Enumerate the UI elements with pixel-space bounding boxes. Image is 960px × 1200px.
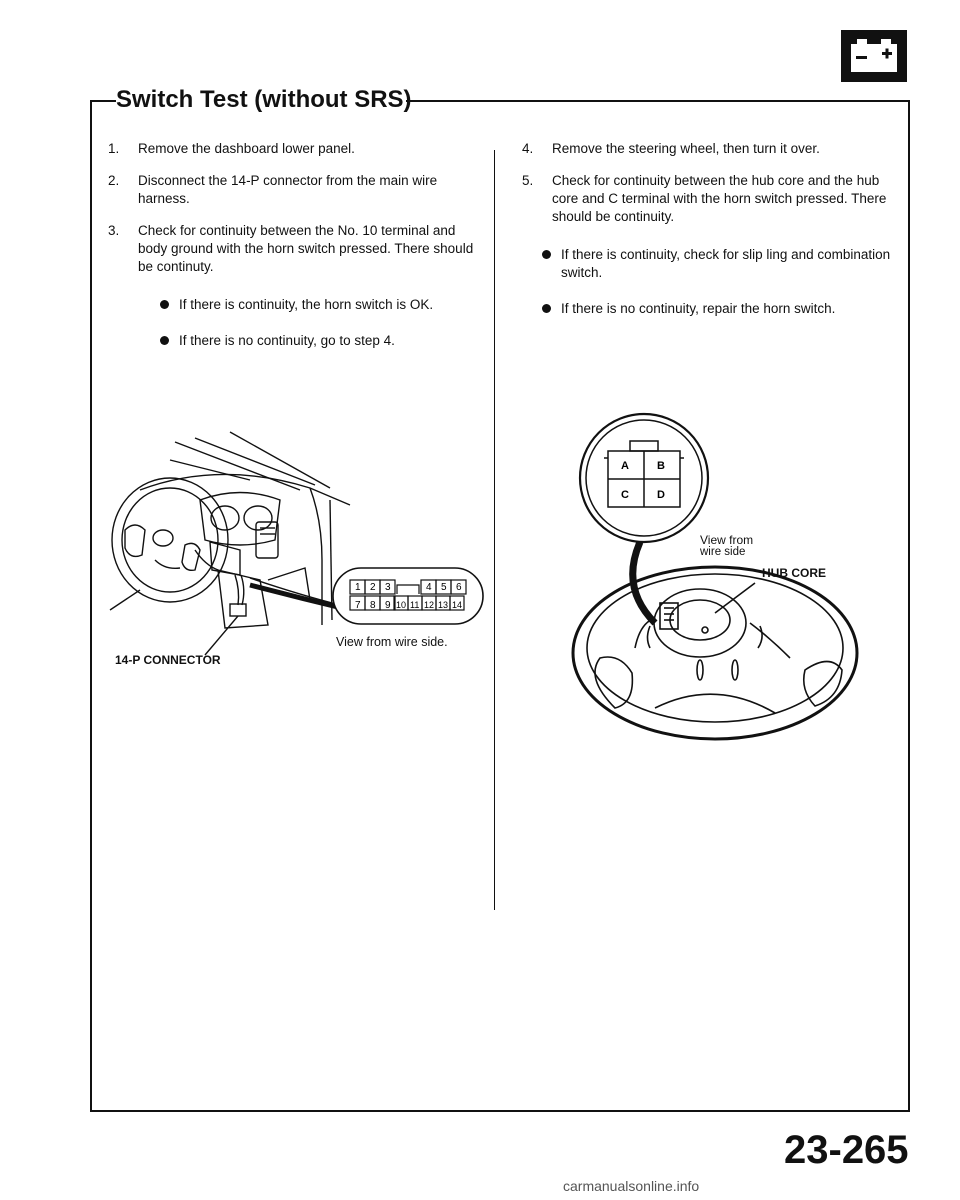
- step-number: 3.: [108, 223, 120, 238]
- left-view-caption: View from wire side.: [336, 635, 448, 649]
- step-item: [108, 222, 478, 276]
- step-number: 2.: [108, 173, 120, 188]
- watermark: carmanualsonline.info: [563, 1178, 700, 1194]
- terminal-label: 8: [370, 600, 376, 611]
- step-item: [522, 140, 894, 158]
- step-item: [522, 172, 894, 226]
- battery-icon: [841, 30, 907, 82]
- step-item: [108, 140, 478, 158]
- bullet-dot-icon: [160, 300, 169, 309]
- bullet-item: [542, 300, 894, 318]
- bullet-dot-icon: [160, 336, 169, 345]
- terminal-label: 4: [426, 582, 432, 593]
- right-view-caption-line1: View from: [700, 533, 754, 547]
- bullet-item: [160, 332, 478, 350]
- bullet-text: If there is no continuity, go to step 4.: [179, 333, 395, 348]
- terminal-label: A: [621, 460, 629, 472]
- bullet-item: [542, 246, 894, 282]
- bullet-text: If there is continuity, the horn switch is OK.: [179, 297, 434, 312]
- dashboard-connector-illustration: [100, 430, 490, 670]
- terminal-label: 6: [456, 582, 462, 593]
- terminal-label: 13: [438, 600, 449, 610]
- bullet-text: If there is continuity, check for slip ling and combination switch.: [561, 247, 891, 280]
- step-number: 4.: [522, 141, 534, 156]
- step-text: Check for continuity between the No. 10 terminal and body ground with the horn switch pressed. There should be continuty.: [138, 223, 474, 274]
- bullet-item: [160, 296, 478, 314]
- bullet-dot-icon: [542, 250, 551, 259]
- step-item: [108, 172, 478, 208]
- left-column: [108, 140, 478, 368]
- terminal-label: 9: [385, 600, 391, 611]
- terminal-label: C: [621, 489, 629, 501]
- steering-wheel-illustration: [560, 408, 880, 748]
- terminal-label: 7: [355, 600, 361, 611]
- bullet-dot-icon: [542, 304, 551, 313]
- step-number: 5.: [522, 173, 534, 188]
- terminal-label: 12: [424, 600, 435, 610]
- step-text: Remove the steering wheel, then turn it over.: [552, 141, 820, 156]
- terminal-label: 3: [385, 582, 391, 593]
- step-text: Remove the dashboard lower panel.: [138, 141, 355, 156]
- bullet-text: If there is no continuity, repair the horn switch.: [561, 301, 836, 316]
- terminal-label: 14: [452, 600, 463, 610]
- terminal-label: 1: [355, 582, 361, 593]
- right-column: [522, 140, 894, 336]
- right-view-caption-line2: wire side: [700, 546, 746, 558]
- terminal-label: 11: [410, 600, 420, 610]
- column-divider: [494, 150, 495, 910]
- step-text: Check for continuity between the hub core and the hub core and C terminal with the horn switch pressed. There should be continuity.: [552, 173, 887, 224]
- terminal-label: 5: [441, 582, 447, 593]
- connector-label: 14-P CONNECTOR: [115, 653, 221, 667]
- step-number: 1.: [108, 141, 120, 156]
- hub-core-label: HUB CORE: [762, 566, 827, 580]
- terminal-label: B: [657, 460, 665, 472]
- terminal-label: D: [657, 489, 665, 501]
- section-title: Switch Test (without SRS): [116, 86, 412, 113]
- step-text: Disconnect the 14-P connector from the main wire harness.: [138, 173, 438, 206]
- terminal-label: 2: [370, 582, 376, 593]
- terminal-label: 10: [396, 600, 407, 610]
- page-number: 23-265: [784, 1128, 909, 1172]
